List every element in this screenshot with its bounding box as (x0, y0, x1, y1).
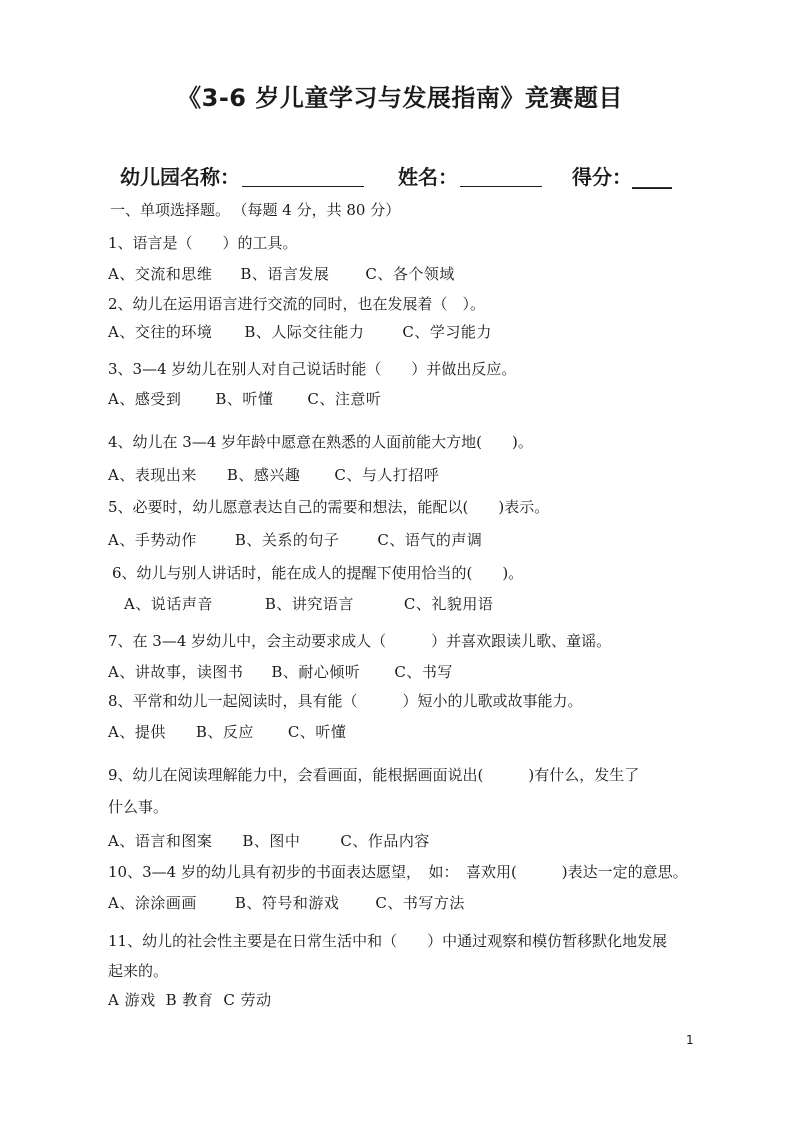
option-a: A、感受到 (108, 390, 182, 408)
question-options (108, 831, 430, 851)
question-stem: 8、平常和幼儿一起阅读时，具有能（ ）短小的儿歌或故事能力。 (108, 692, 583, 710)
option-b: B、关系的句子 (234, 531, 340, 549)
name-blank (460, 166, 542, 187)
option-c: C、学习能力 (402, 323, 492, 341)
question-stem: 7、在 3—4 岁幼儿中，会主动要求成人（ ）并喜欢跟读儿歌、童谣。 (108, 632, 612, 650)
kindergarten-label: 幼儿园名称： (120, 165, 240, 189)
section-note: （每题 4 分，共 80 分） (240, 201, 401, 219)
option-c: C、语气的声调 (377, 531, 483, 549)
option-a: A、表现出来 (108, 466, 197, 484)
section-heading (110, 199, 400, 220)
question-stem: 6、幼儿与别人讲话时，能在成人的提醒下使用恰当的( )。 (112, 564, 524, 582)
option-c: C、各个领域 (365, 265, 455, 283)
question-options (124, 594, 493, 614)
question-stem: 10、3—4 岁的幼儿具有初步的书面表达愿望， 如： 喜欢用( )表达一定的意思。 (108, 863, 688, 881)
option-c: C、注意听 (307, 390, 382, 408)
question-options (108, 662, 453, 682)
question-options (108, 465, 439, 485)
option-b: B、讲究语言 (264, 595, 354, 613)
option-b: B、人际交往能力 (244, 323, 365, 341)
option-c: C、书写方法 (375, 894, 465, 912)
score-field (572, 161, 672, 190)
option-c: C、作品内容 (340, 832, 430, 850)
question-stem: 4、幼儿在 3—4 岁年龄中愿意在熟悉的人面前能大方地( )。 (108, 433, 533, 451)
kindergarten-blank (242, 166, 364, 187)
question-options (108, 990, 272, 1010)
option-a: A、讲故事，读图书 (108, 663, 244, 681)
option-c: C 劳动 (223, 991, 272, 1009)
option-b: B、耐心倾听 (271, 663, 361, 681)
option-b: B 教育 (165, 991, 214, 1009)
question-stem: 11、幼儿的社会性主要是在日常生活中和（ ）中通过观察和模仿暂移默化地发展 (108, 932, 668, 950)
question-options (108, 722, 346, 742)
option-a: A、交往的环境 (108, 323, 213, 341)
question-stem-continued: 什么事。 (108, 798, 169, 816)
section-title: 一、单项选择题。 (110, 201, 231, 219)
option-a: A、说话声音 (124, 595, 213, 613)
score-blank: ____ (632, 165, 672, 189)
question-options (108, 322, 492, 342)
name-label: 姓名： (398, 165, 458, 189)
name-field (398, 161, 542, 190)
question-stem: 1、语言是（ ）的工具。 (108, 234, 298, 252)
question-stem: 5、必要时，幼儿愿意表达自己的需要和想法，能配以( )表示。 (108, 498, 550, 516)
option-b: B、反应 (195, 723, 254, 741)
option-c: C、书写 (394, 663, 453, 681)
option-a: A 游戏 (108, 991, 156, 1009)
question-options (108, 893, 465, 913)
option-a: A、语言和图案 (108, 832, 213, 850)
option-a: A、交流和思维 (108, 265, 213, 283)
page-title: 《3-6 岁儿童学习与发展指南》竞赛题目 (177, 84, 623, 112)
question-stem: 9、幼儿在阅读理解能力中，会看画面，能根据画面说出( )有什么，发生了 (108, 766, 640, 784)
question-options (108, 530, 482, 550)
kindergarten-field (120, 161, 364, 190)
question-options (108, 264, 455, 284)
option-a: A、提供 (108, 723, 166, 741)
page-number: 1 (686, 1033, 694, 1047)
option-c: C、礼貌用语 (403, 595, 494, 613)
question-stem-continued: 起来的。 (108, 962, 169, 980)
option-a: A、手势动作 (108, 531, 197, 549)
option-b: B、听懂 (215, 390, 274, 408)
option-a: A、涂涂画画 (108, 894, 197, 912)
question-stem: 3、3—4 岁幼儿在别人对自己说话时能（ ）并做出反应。 (108, 360, 517, 378)
option-b: B、符号和游戏 (234, 894, 340, 912)
score-label: 得分： (572, 165, 632, 189)
question-stem: 2、幼儿在运用语言进行交流的同时，也在发展着（ ）。 (108, 295, 486, 313)
question-options (108, 389, 381, 409)
option-b: B、感兴趣 (226, 466, 301, 484)
option-c: C、与人打招呼 (334, 466, 440, 484)
option-b: B、图中 (242, 832, 301, 850)
option-c: C、听懂 (287, 723, 347, 741)
option-b: B、语言发展 (240, 265, 330, 283)
